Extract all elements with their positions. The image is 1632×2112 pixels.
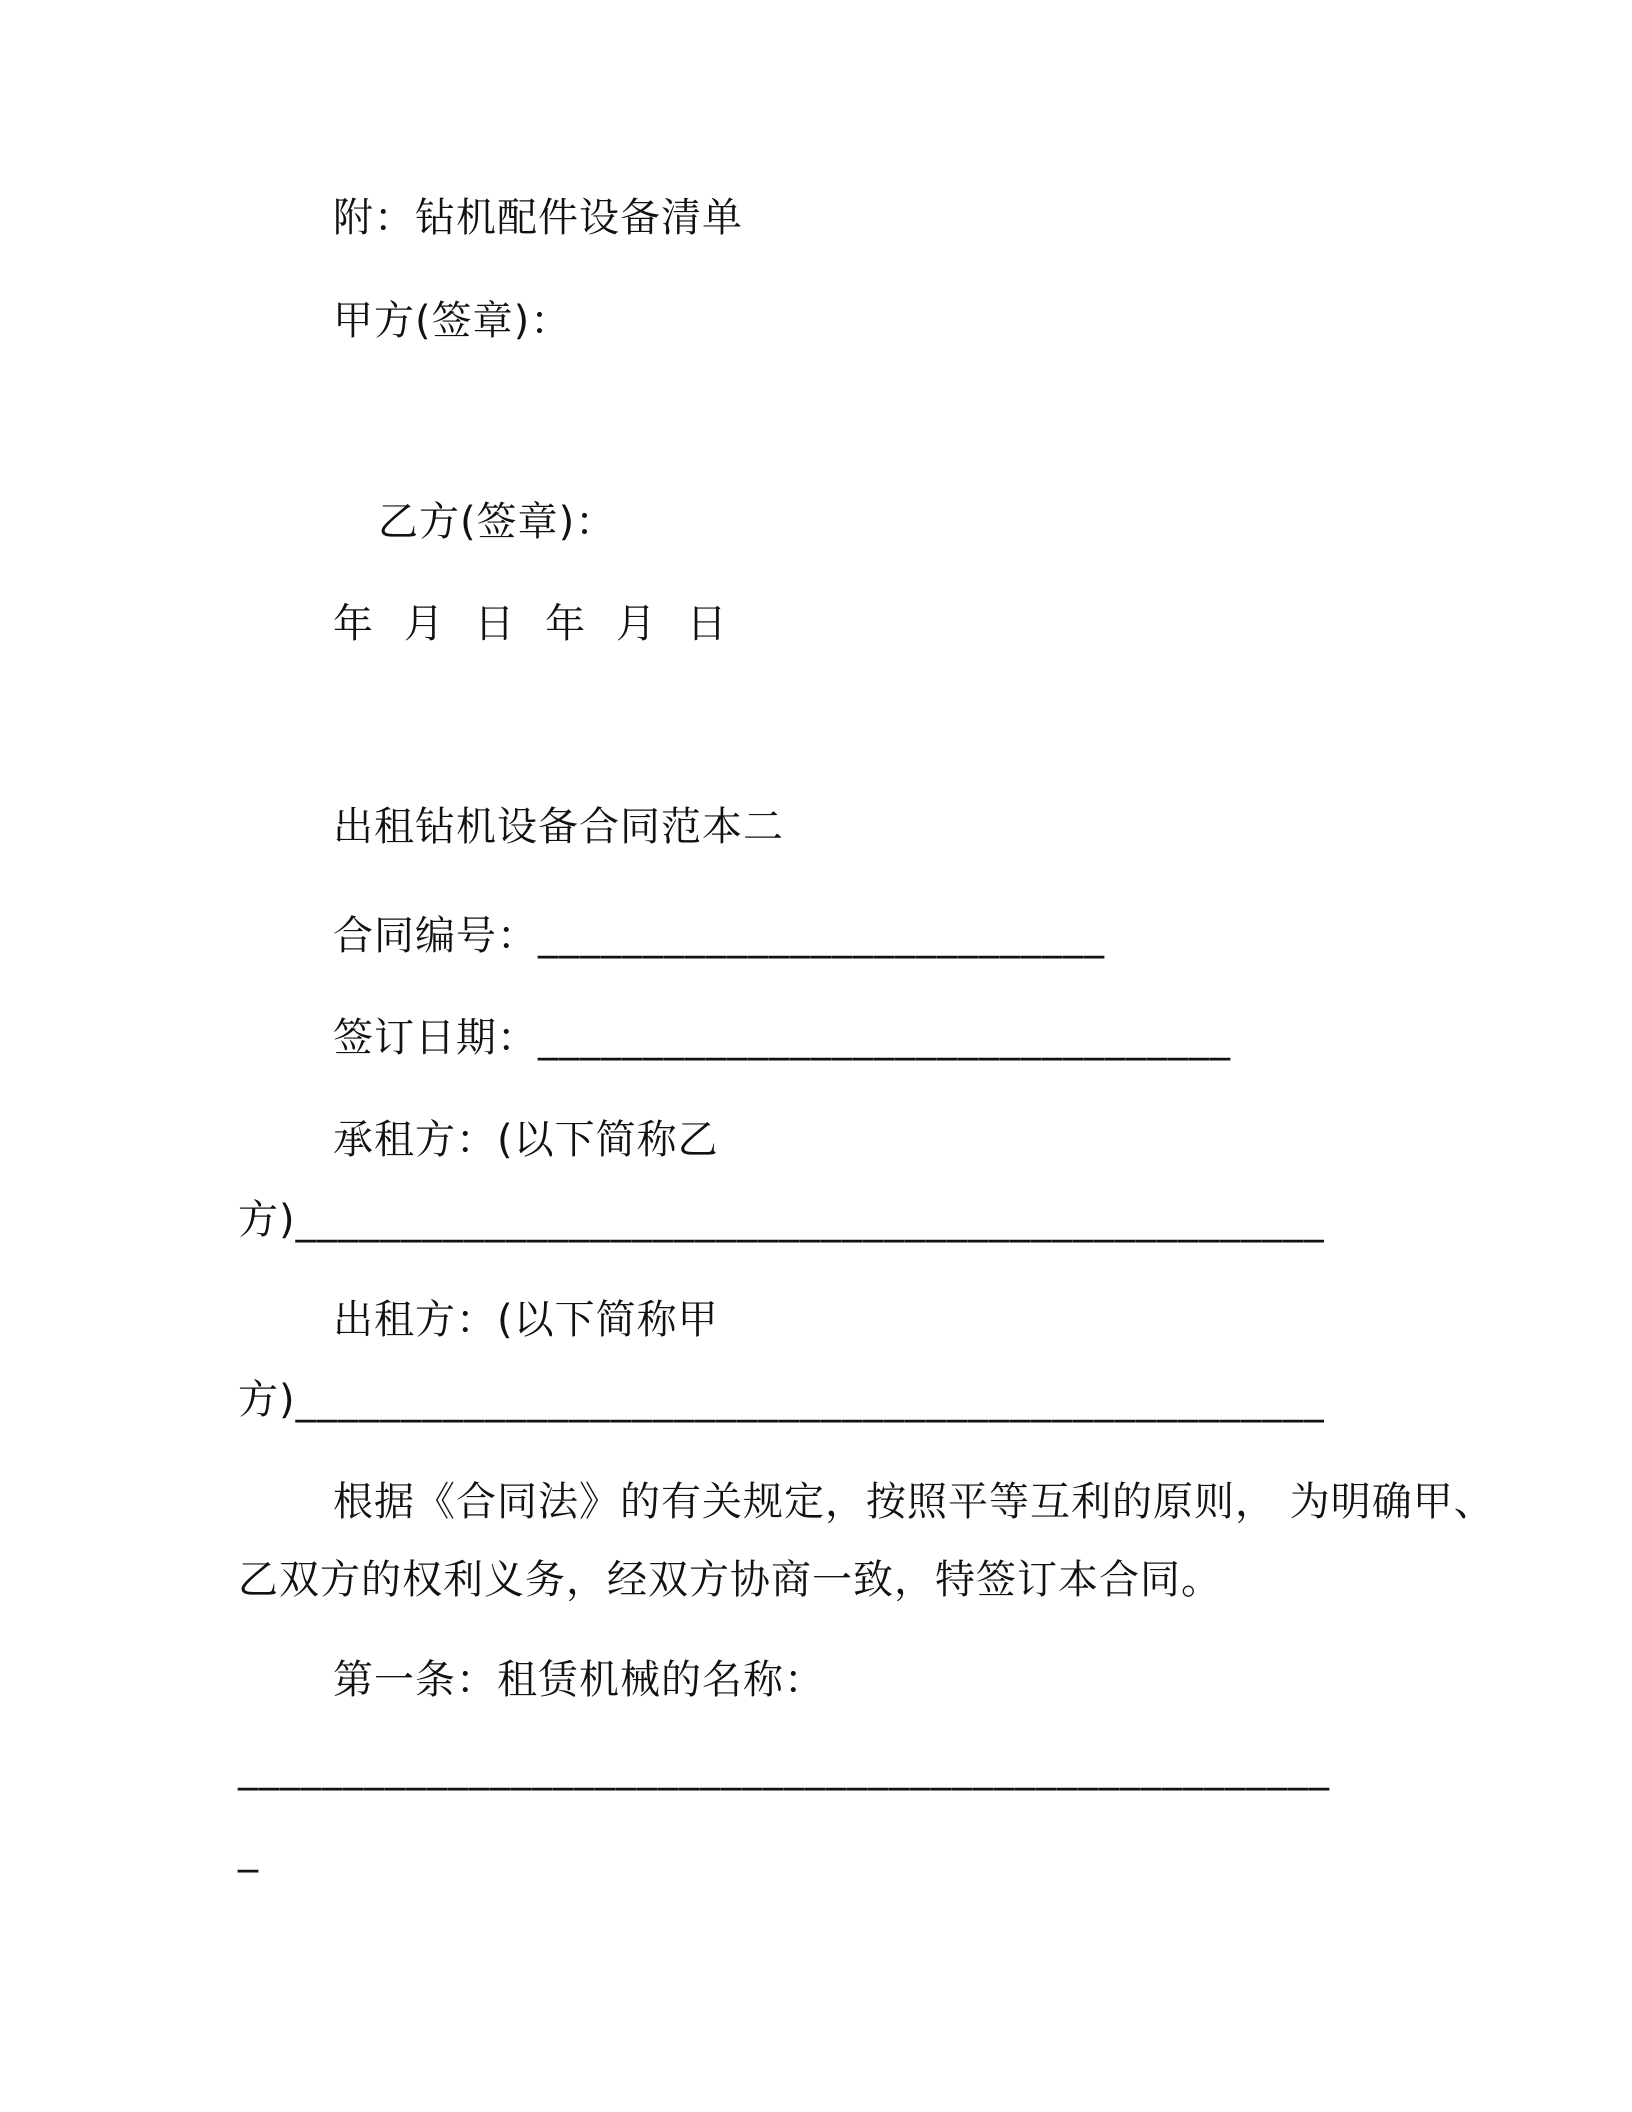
article-1-heading: 第一条：租赁机械的名称： — [333, 1657, 825, 1703]
party-a-signature-label: 甲方(签章)： — [333, 298, 572, 344]
lessor-label: 出租方：(以下简称甲 — [333, 1297, 719, 1343]
signature-date-line: 年 月 日 年 月 日 — [333, 601, 736, 647]
article-1-blank-line-end: _ — [238, 1827, 259, 1873]
preamble-paragraph-line-2: 乙双方的权利义务，经双方协商一致，特签订本合同。 — [238, 1557, 1222, 1603]
signing-date-field: 签订日期：_________________________________ — [333, 1015, 1231, 1061]
preamble-paragraph-line-1: 根据《合同法》的有关规定，按照平等互利的原则， 为明确甲、 — [333, 1479, 1495, 1525]
attachment-line: 附：钻机配件设备清单 — [333, 195, 743, 241]
lessee-field: 方)_________________________________________________ — [238, 1197, 1325, 1243]
party-b-signature-label: 乙方(签章)： — [378, 499, 617, 545]
contract-title: 出租钻机设备合同范本二 — [333, 804, 784, 850]
lessee-label: 承租方：(以下简称乙 — [333, 1117, 719, 1163]
contract-number-field: 合同编号：___________________________ — [333, 913, 1105, 959]
article-1-blank-line: ____________________________________________________ — [238, 1745, 1330, 1791]
lessor-field: 方)_________________________________________________ — [238, 1377, 1325, 1423]
